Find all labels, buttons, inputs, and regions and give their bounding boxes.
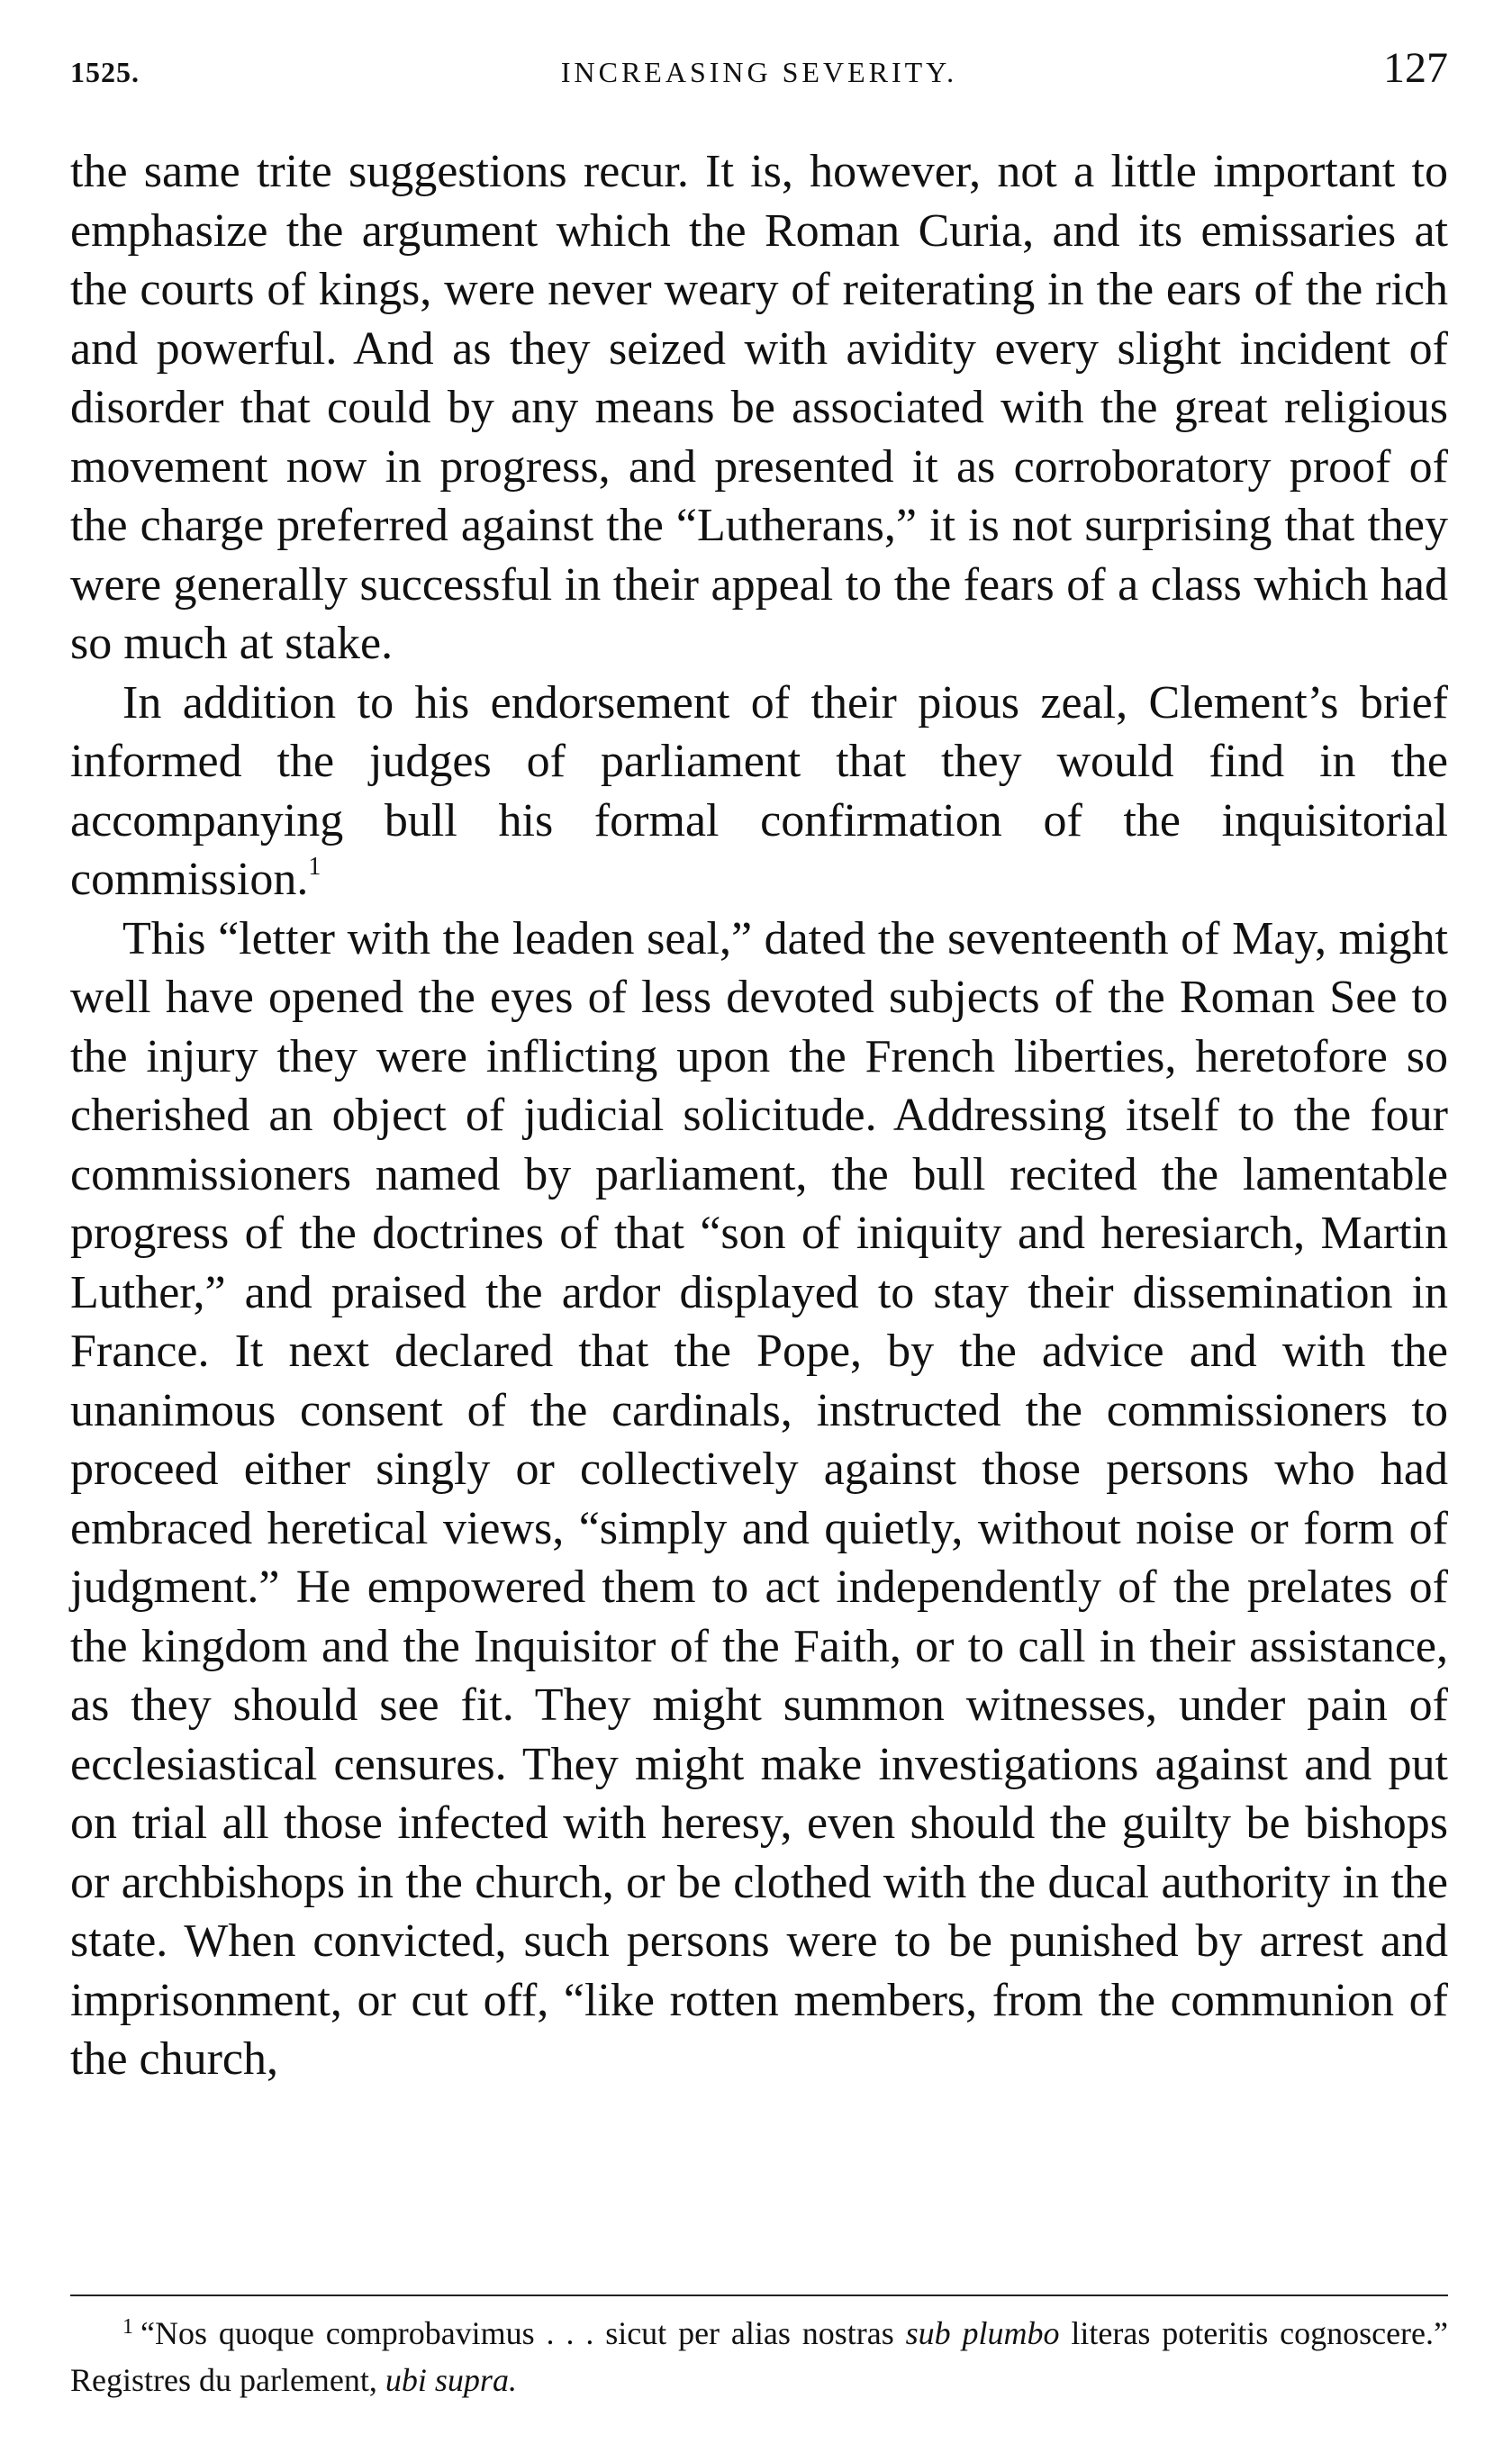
paragraph-2 xyxy=(70,674,1448,910)
footnote-reference: 1 xyxy=(308,853,321,881)
paragraph-2-text: In addition to his endorsement of their pious zeal, Clement’s brief informed the judges of parliament that they would find in the accompanying bull his formal confirmation of the inquisitorial commission. xyxy=(70,676,1448,905)
running-head-year: 1525. xyxy=(70,56,140,88)
footnote-number: 1 xyxy=(122,2315,133,2339)
paragraph-3 xyxy=(70,910,1448,2089)
paragraph-3-text: This “letter with the leaden seal,” dated the seventeenth of May, might well have opened the eyes of less devoted subjects of the Roman See to the injury they were inflicting upon the French liberties, heretofore so cherished an object of judicial solicitude. Addressing itself to the four commissioners named by parliament, the bull recited the lamentable progress of the doctrines of that “son of iniquity and heresiarch, Martin Luther,” and praised the ardor displayed to stay their dissemination in France. It next declared that the Pope, by the advice and with the unanimous consent of the cardinals, instructed the commissioners to proceed either singly or collectively against those persons who had embraced heretical views, “simply and quietly, without noise or form of judgment.” He empowered them to act independently of the prelates of the kingdom and the Inquisitor of the Faith, or to call in their assistance, as they should see fit. They might summon witnesses, under pain of ecclesiastical censures. They might make investigations against and put on trial all those infected with heresy, even should the guilty be bishops or archbishops in the church, or be clothed with the ducal authority in the state. When convicted, such persons were to be punished by arrest and imprisonment, or cut off, “like rotten members, from the communion of the church, xyxy=(70,912,1448,2085)
running-head xyxy=(70,40,1448,103)
footnote-part-2: literas poteritis cognoscere.” Registres du parlement, xyxy=(70,2315,1449,2398)
footnote-italic-2: ubi supra. xyxy=(385,2362,517,2398)
footnote-rule xyxy=(70,2295,1448,2296)
page-number: 127 xyxy=(1383,44,1448,92)
footnote xyxy=(70,2310,1448,2403)
paragraph-1 xyxy=(70,142,1448,674)
book-page xyxy=(70,0,1448,2462)
footnote-text xyxy=(70,2310,1448,2403)
paragraph-1-text: the same trite suggestions recur. It is, however, not a little important to emphasize the argument which the Roman Curia, and its emissaries at the courts of kings, were never weary of reiterating in the ears of the rich and powerful. And as they seized with avidity every slight incident of disorder that could by any means be associated with the great religious movement now in progress, and presented it as corroboratory proof of the charge preferred against the “Lutherans,” it is not surprising that they were generally successful in their appeal to the fears of a class which had so much at stake. xyxy=(70,146,1448,669)
running-head-title: INCREASING SEVERITY. xyxy=(560,56,958,88)
footnote-italic-1: sub plumbo xyxy=(905,2315,1060,2351)
footnote-part-1: “Nos quoque comprobavimus . . . sicut per alias nostras xyxy=(140,2315,906,2351)
body-text xyxy=(70,142,1448,2089)
